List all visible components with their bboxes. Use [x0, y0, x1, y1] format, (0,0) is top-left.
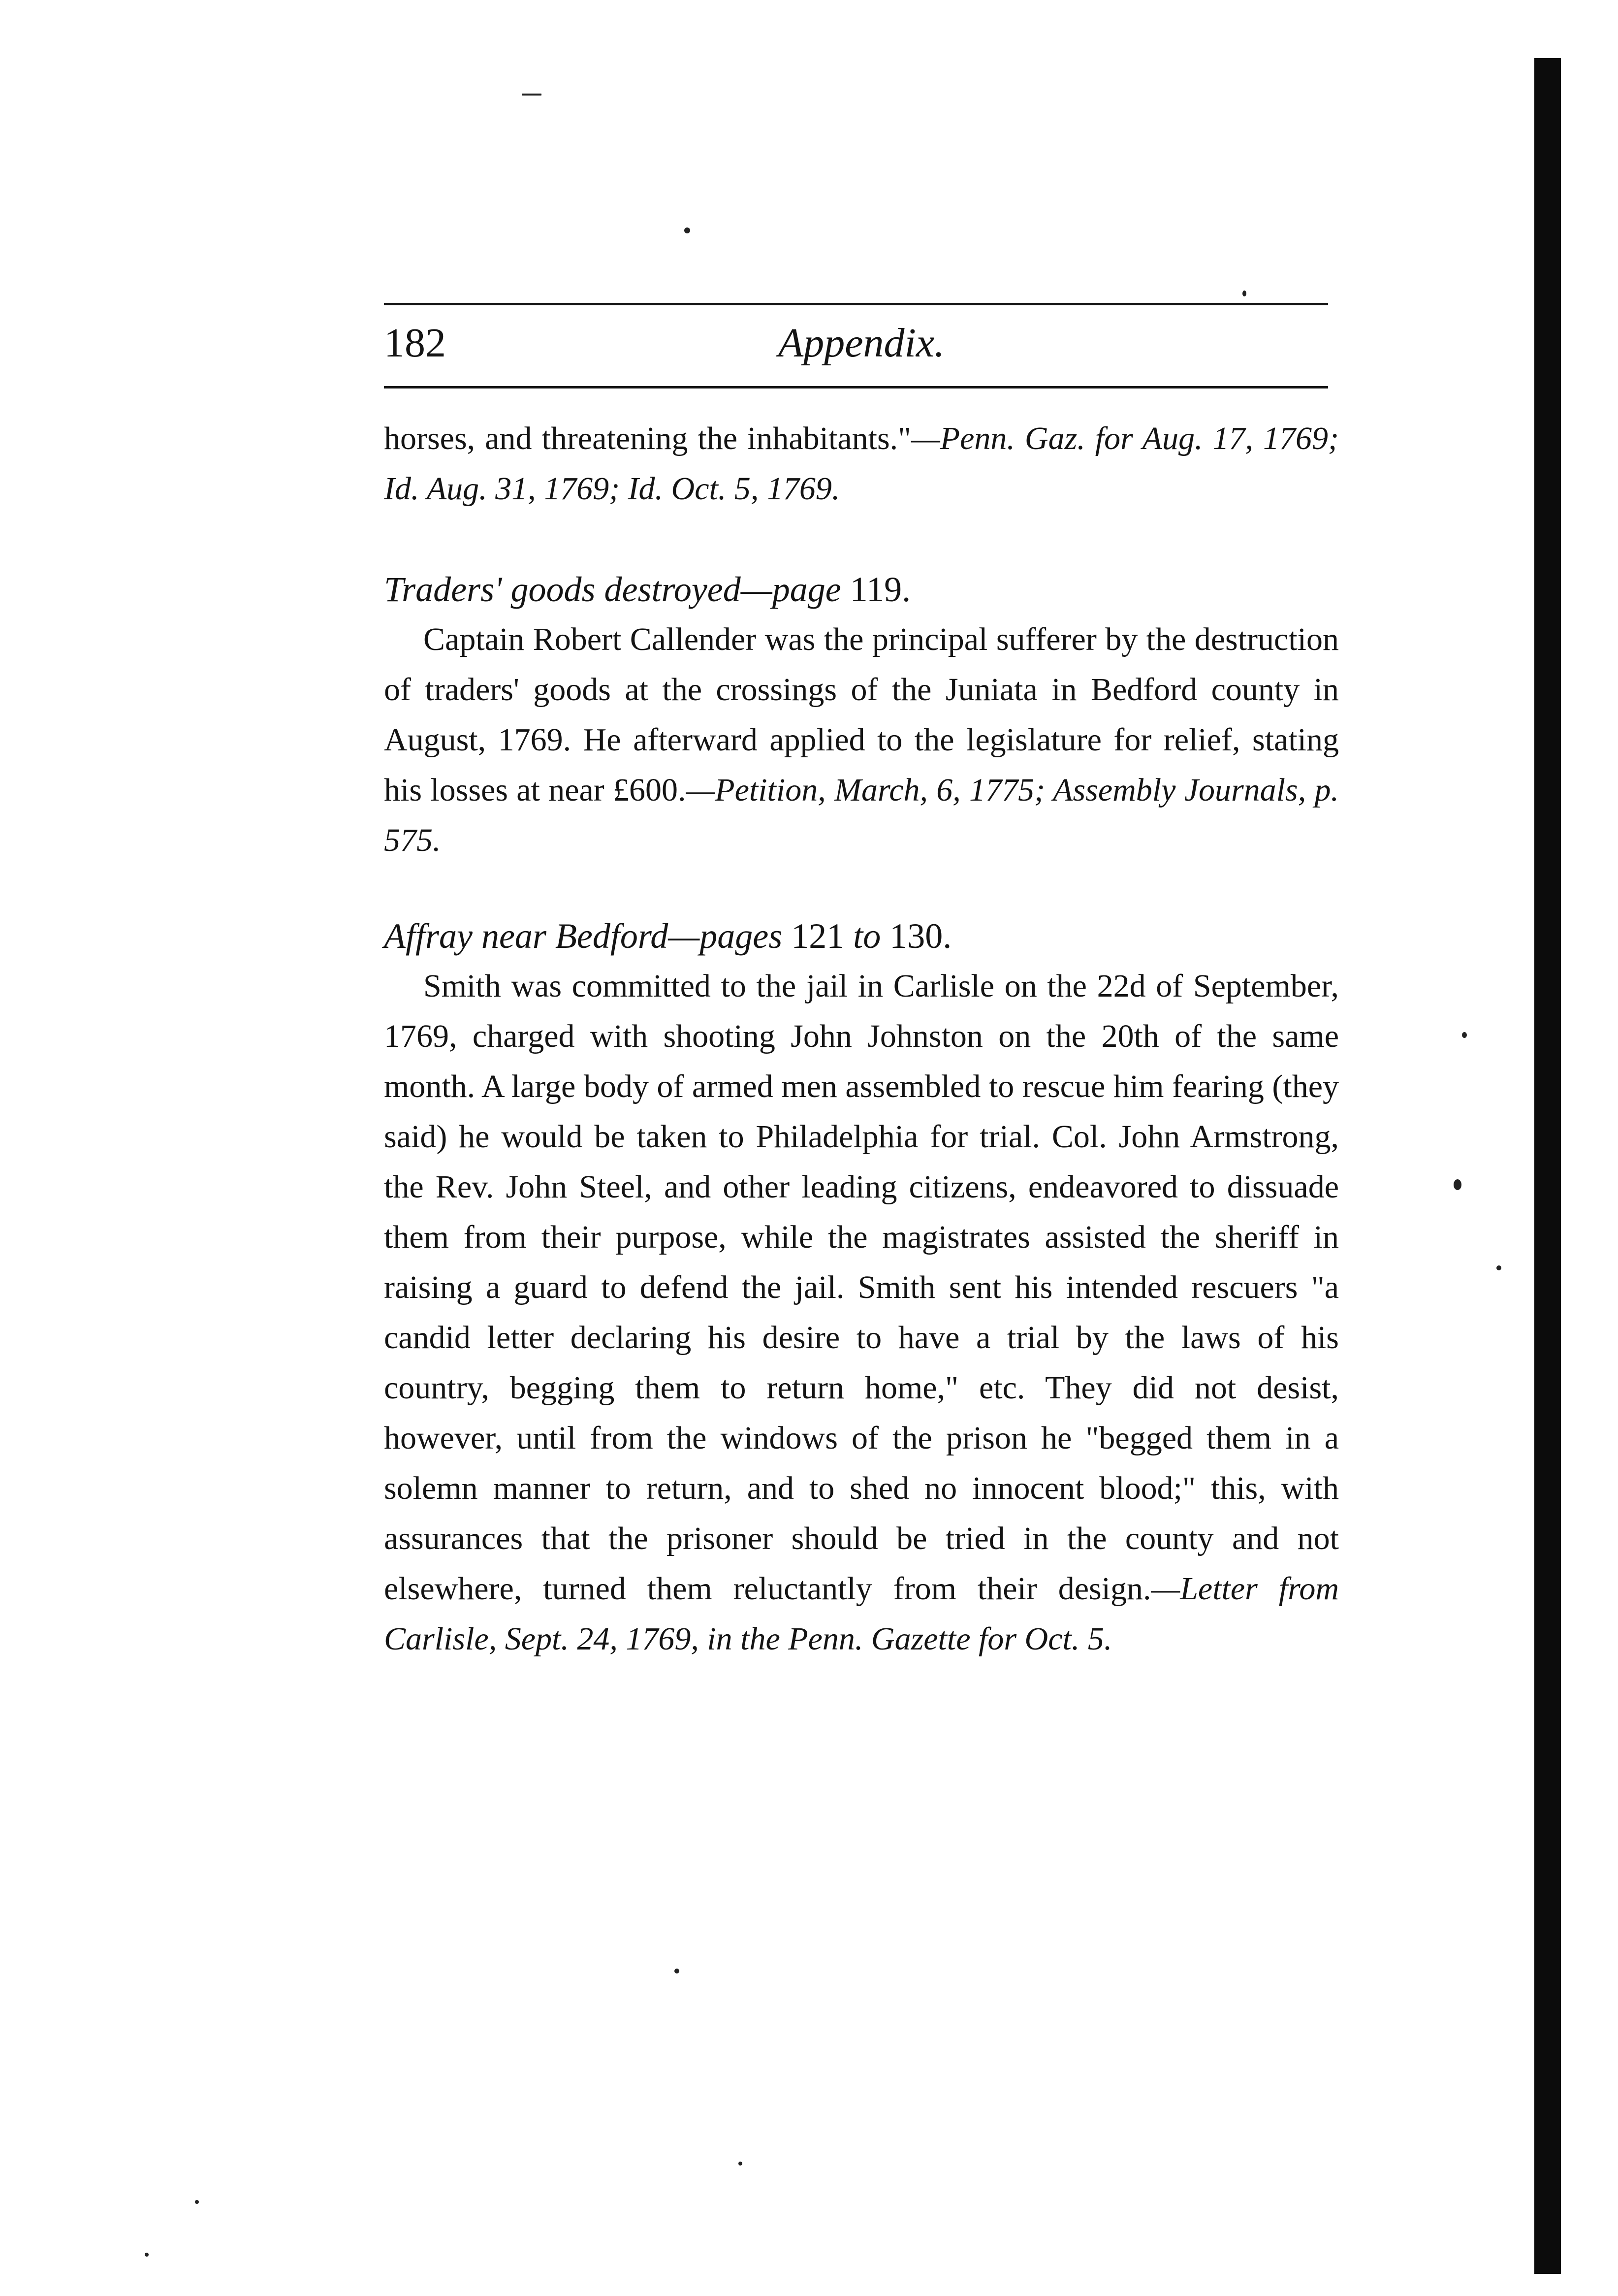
section-heading-page: 121 — [791, 916, 845, 956]
scan-speck — [674, 1969, 679, 1973]
section-body — [384, 614, 1339, 866]
scan-speck — [1242, 291, 1246, 296]
section-citation: —Letter from Carlisle, Sept. 24, 1769, in the Penn. Gazette for Oct. 5. — [384, 1571, 1339, 1657]
header-rule-top — [384, 303, 1328, 305]
scan-speck — [684, 227, 690, 233]
section-heading-text: Traders' goods destroyed—page — [384, 570, 841, 609]
scan-speck — [1462, 1032, 1467, 1038]
section-body-text: Smith was committed to the jail in Carlisle on the 22d of September, 1769, charged with shooting John Johnston on the 20th of the same month. A large body of armed men assembled to rescue him fearing (they said) he would be taken to Philadelphia for trial. Col. John Armstrong, the Rev. John Steel, and other leading citizens, endeavored to dissuade them from their purpose, while the magistrates assisted the sheriff in raising a guard to defend the jail. Smith sent his intended rescuers "a candid letter declaring his desire to have a trial by the laws of his country, begging them to return home," etc. They did not desist, however, until from the windows of the prison he "begged them in a solemn manner to return, and to shed no innocent blood;" this, with assurances that the prisoner should be tried in the county and not elsewhere, turned them reluctantly from their design. — [384, 968, 1339, 1607]
continuation-paragraph — [384, 414, 1339, 514]
section-heading-to: to — [853, 916, 881, 956]
scan-mark — [522, 94, 541, 96]
section-traders-goods — [384, 564, 1339, 866]
section-heading — [384, 564, 1339, 614]
section-citation: —Petition, March, 6, 1775; Assembly Journals, p. 575. — [384, 772, 1339, 858]
scan-speck — [145, 2253, 149, 2257]
scan-speck — [738, 2162, 742, 2166]
page-number: 182 — [384, 320, 446, 366]
section-affray-bedford — [384, 911, 1339, 1664]
running-title: Appendix. — [778, 320, 945, 366]
scan-edge-shadow — [1534, 58, 1561, 2274]
section-heading — [384, 911, 1339, 961]
section-body — [384, 961, 1339, 1664]
continuation-text: horses, and threatening the inhabitants." — [384, 420, 912, 456]
header-rule-bottom — [384, 386, 1328, 388]
scan-speck — [1454, 1179, 1461, 1190]
scan-speck — [1496, 1265, 1501, 1270]
section-heading-text: Affray near Bedford—pages — [384, 916, 783, 956]
section-heading-page-end: 130. — [889, 916, 952, 956]
section-heading-page: 119. — [850, 570, 911, 609]
section-body-text: Captain Robert Callender was the principal sufferer by the destruction of traders' goods at the crossings of the Juniata in Bedford county in August, 1769. He afterward applied to the legislature for relief, stating his losses at near £600. — [384, 621, 1339, 808]
continuation-citation: —Penn. Gaz. for Aug. 17, 1769; Id. Aug. 31, 1769; Id. Oct. 5, 1769. — [384, 420, 1339, 507]
scan-speck — [195, 2200, 199, 2204]
